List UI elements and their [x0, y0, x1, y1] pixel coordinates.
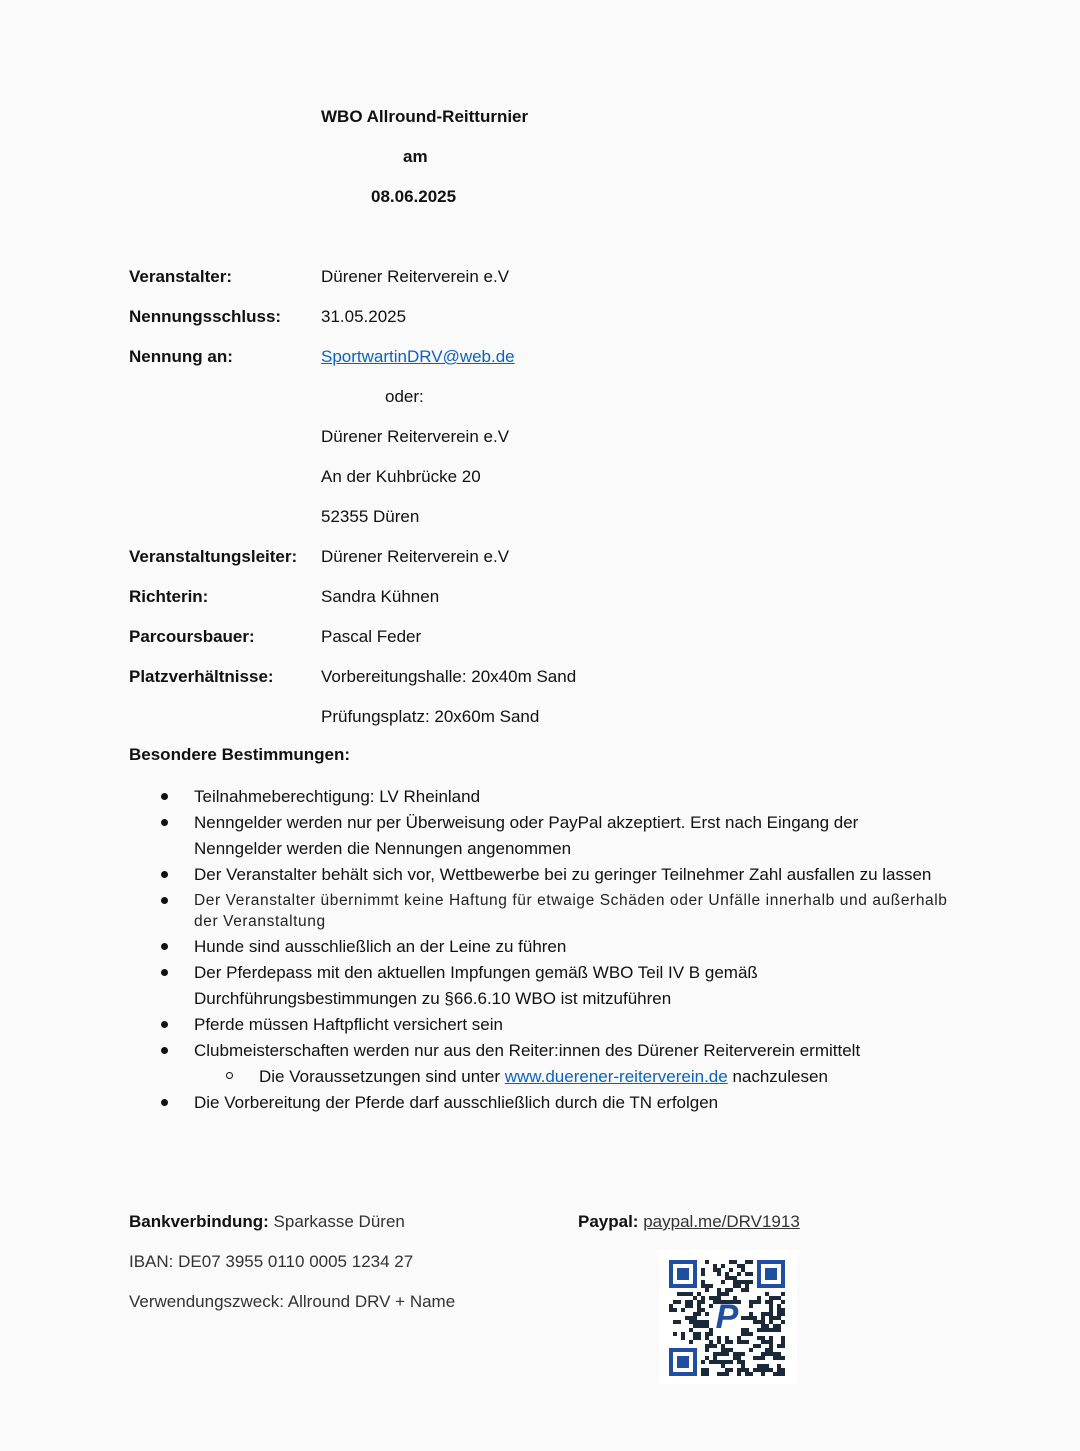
- list-item: [129, 960, 949, 1012]
- bank-line: [129, 1210, 405, 1234]
- list-item: [129, 1038, 949, 1090]
- bullet-icon: [161, 943, 168, 950]
- iban-line: IBAN: DE07 3955 0110 0005 1234 27: [129, 1252, 414, 1271]
- address-name: Dürener Reiterverein e.V: [321, 427, 510, 446]
- list-item: [129, 862, 949, 888]
- bestimmungen-heading: Besondere Bestimmungen:: [129, 745, 351, 764]
- bullet-icon: [161, 1047, 168, 1054]
- bestimmungen-list: [129, 784, 949, 1116]
- bullet-icon: [161, 819, 168, 826]
- platz-label: Platzverhältnisse:: [129, 667, 274, 686]
- circle-bullet-icon: [226, 1072, 233, 1079]
- sub-text-before: Die Voraussetzungen sind unter: [259, 1067, 505, 1086]
- platz-value-1: Vorbereitungshalle: 20x40m Sand: [321, 667, 577, 686]
- bullet-icon: [161, 1099, 168, 1106]
- address-city: 52355 Düren: [321, 507, 420, 526]
- bank-value: Sparkasse Düren: [268, 1212, 405, 1231]
- nennungsschluss-value: 31.05.2025: [321, 307, 407, 326]
- bullet-icon: [161, 871, 168, 878]
- nennung-an-label: Nennung an:: [129, 347, 233, 366]
- veranstalter-label: Veranstalter:: [129, 267, 232, 286]
- paypal-qr-code-icon[interactable]: [659, 1250, 797, 1384]
- bullet-icon: [161, 793, 168, 800]
- parcoursbauer-label: Parcoursbauer:: [129, 627, 255, 646]
- event-title: WBO Allround-Reitturnier: [321, 107, 529, 126]
- list-item-text: Teilnahmeberechtigung: LV Rheinland: [194, 787, 481, 806]
- paypal-line: [578, 1210, 800, 1234]
- qr-code-graphic: [659, 1250, 797, 1384]
- list-item: [129, 934, 949, 960]
- event-date: 08.06.2025: [371, 187, 457, 206]
- event-am: am: [403, 147, 428, 166]
- list-item-text: Pferde müssen Haftpflicht versichert sein: [194, 1015, 503, 1034]
- paypal-link[interactable]: paypal.me/DRV1913: [643, 1212, 800, 1231]
- bullet-icon: [161, 1021, 168, 1028]
- list-item: [129, 810, 949, 862]
- sub-text-after: nachzulesen: [727, 1067, 828, 1086]
- list-item-text: Der Veranstalter behält sich vor, Wettbewerbe bei zu geringer Teilnehmer Zahl ausfallen zu lassen: [194, 865, 932, 884]
- bank-label: Bankverbindung:: [129, 1212, 269, 1231]
- paypal-label: Paypal:: [578, 1212, 639, 1231]
- email-link[interactable]: SportwartinDRV@web.de: [321, 347, 515, 366]
- address-street: An der Kuhbrücke 20: [321, 467, 481, 486]
- leiter-label: Veranstaltungsleiter:: [129, 547, 298, 566]
- verwendungszweck-line: Verwendungszweck: Allround DRV + Name: [129, 1292, 456, 1311]
- bullet-icon: [161, 897, 168, 904]
- list-item: [129, 784, 949, 810]
- sub-list: [194, 1064, 949, 1090]
- platz-value-2: Prüfungsplatz: 20x60m Sand: [321, 707, 540, 726]
- list-item-text: Der Veranstalter übernimmt keine Haftung für etwaige Schäden oder Unfälle innerhalb und außerhalb der Veranstaltung: [194, 892, 948, 930]
- list-item-text: Die Vorbereitung der Pferde darf ausschließlich durch die TN erfolgen: [194, 1093, 719, 1112]
- parcoursbauer-value: Pascal Feder: [321, 627, 422, 646]
- richterin-label: Richterin:: [129, 587, 209, 606]
- list-item: [129, 888, 949, 934]
- list-item-text: Clubmeisterschaften werden nur aus den Reiter:innen des Dürener Reiterverein ermittelt: [194, 1041, 861, 1060]
- nennungsschluss-label: Nennungsschluss:: [129, 307, 282, 326]
- paypal-logo-icon: P: [715, 1298, 739, 1336]
- list-item: [129, 1090, 949, 1116]
- veranstalter-value: Dürener Reiterverein e.V: [321, 267, 510, 286]
- richterin-value: Sandra Kühnen: [321, 587, 440, 606]
- leiter-value: Dürener Reiterverein e.V: [321, 547, 510, 566]
- list-item-text: Nenngelder werden nur per Überweisung oder PayPal akzeptiert. Erst nach Eingang der Nenngelder werden die Nennungen angenommen: [194, 813, 859, 858]
- list-item: [129, 1012, 949, 1038]
- list-item-text: Hunde sind ausschließlich an der Leine zu führen: [194, 937, 567, 956]
- list-item-text: Der Pferdepass mit den aktuellen Impfungen gemäß WBO Teil IV B gemäß Durchführungsbestimmungen zu §66.6.10 WBO ist mitzuführen: [194, 963, 758, 1008]
- bullet-icon: [161, 969, 168, 976]
- website-link[interactable]: www.duerener-reiterverein.de: [504, 1067, 728, 1086]
- oder-text: oder:: [385, 387, 424, 406]
- sub-list-item: [194, 1064, 949, 1090]
